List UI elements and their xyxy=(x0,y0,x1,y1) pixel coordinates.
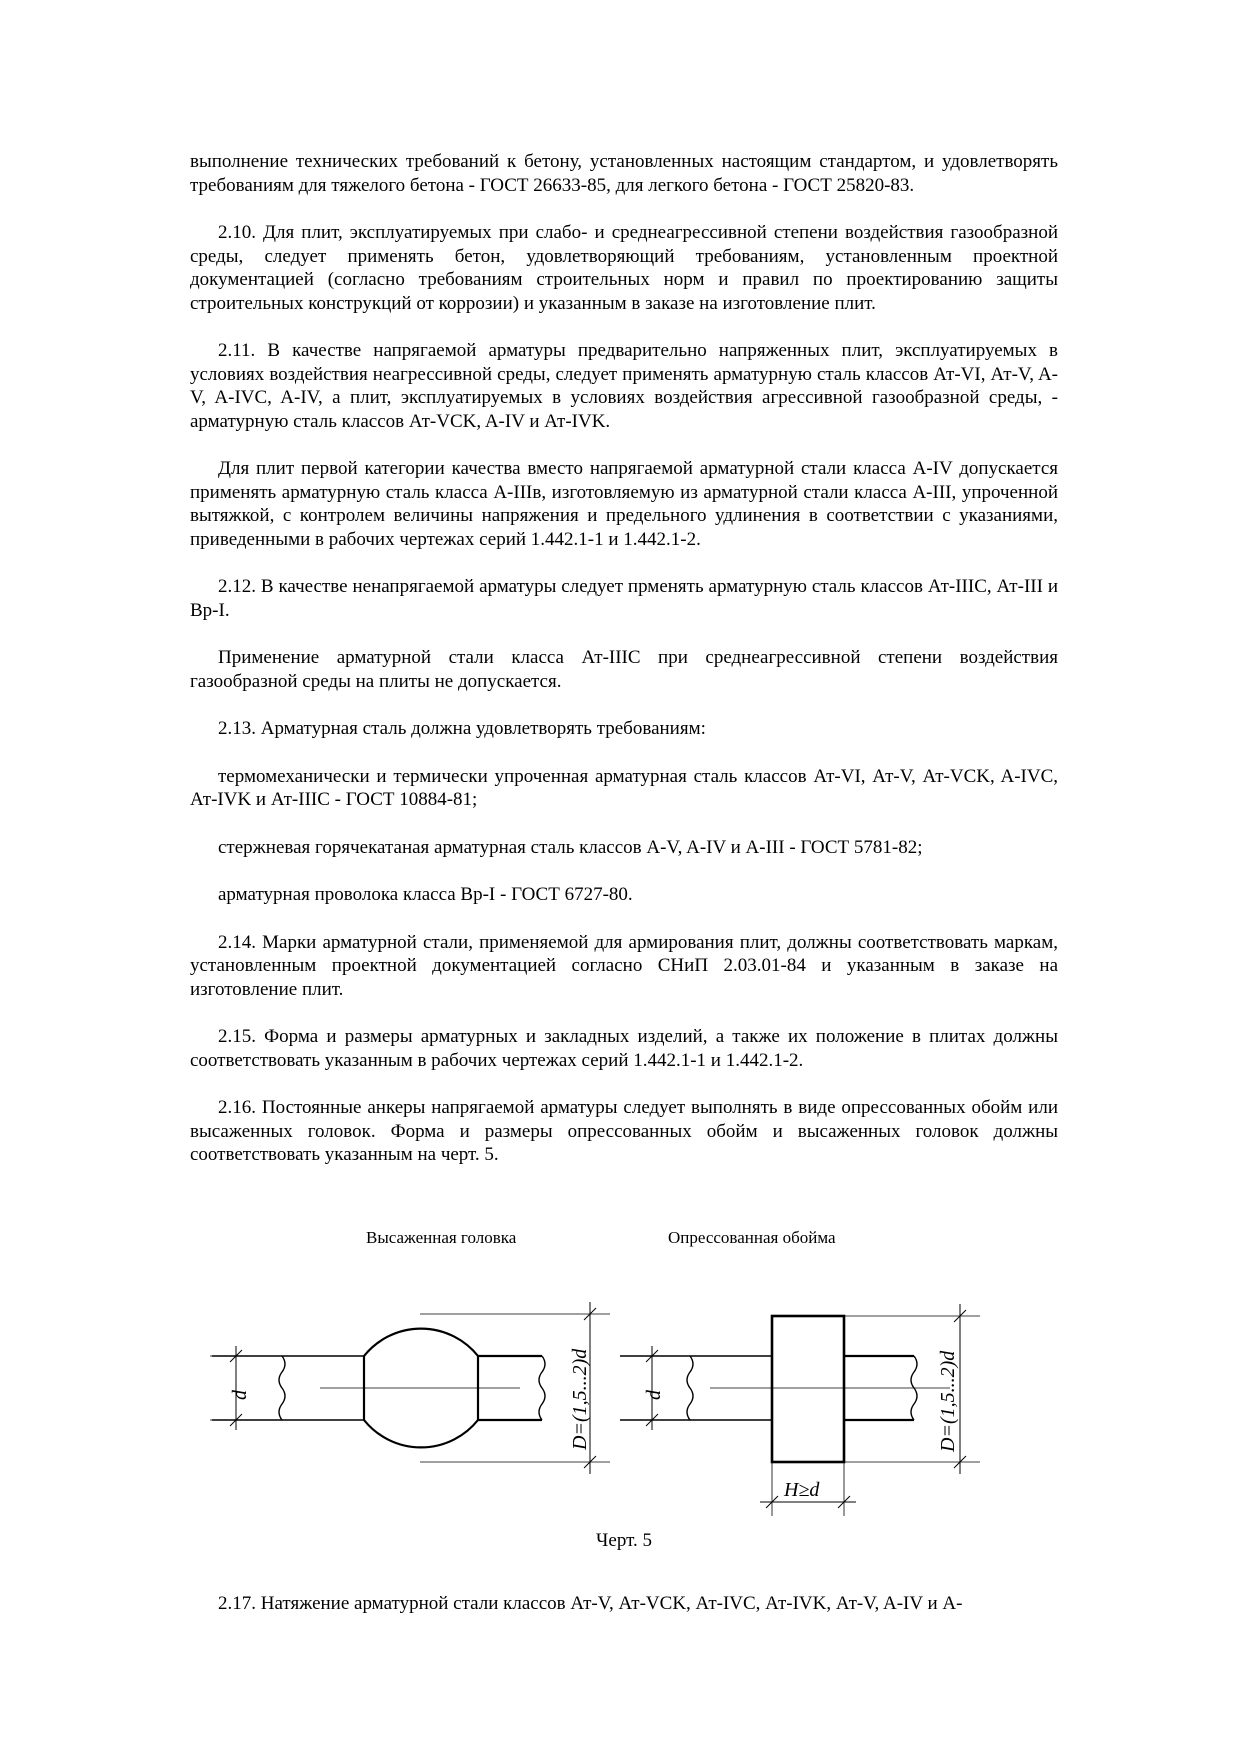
anchor-drawing xyxy=(190,1228,1058,1528)
left-dim-D-label: D=(1,5...2)d xyxy=(569,1348,591,1450)
paragraph-2-15: 2.15. Форма и размеры арматурных и закладных изделий, а также их положение в плитах должны соответствовать указанным в рабочих чертежах серий 1.442.1-1 и 1.442.1-2. xyxy=(190,1026,1058,1071)
paragraph-2-13-item-1: термомеханически и термически упроченная арматурная сталь классов Ат-VI, Ат-V, Ат-VCK, A-IVC, Ат-IVK и Ат-IIIC - ГОСТ 10884-81; xyxy=(190,765,1058,810)
paragraph-continuation: выполнение технических требований к бетону, установленных настоящим стандартом, и удовлетворять требованиям для тяжелого бетона - ГОСТ 26633-85, для легкого бетона - ГОСТ 25820-83. xyxy=(190,151,1058,196)
paragraph-2-11-note: Для плит первой категории качества вместо напрягаемой арматурной стали класса A-IV допускается применять арматурную сталь класса A-IIIв, изготовляемую из арматурной стали класса A-III, упроченной вытяжкой, с контролем величины напряжения и предельного удлинения в соответствии с указаниями, приведенными в рабочих чертежах серий 1.442.1-1 и 1.442.1-2. xyxy=(190,458,1058,550)
paragraph-2-12-note: Применение арматурной стали класса Ат-IIIC при среднеагрессивной степени воздействия газообразной среды на плиты не допускается. xyxy=(190,647,1058,692)
paragraph-2-13-item-2: стержневая горячекатаная арматурная сталь классов A-V, A-IV и A-III - ГОСТ 5781-82; xyxy=(218,836,923,858)
paragraph-2-17: 2.17. Натяжение арматурной стали классов Ат-V, Ат-VCK, Ат-IVC, Ат-IVK, Ат-V, A-IV и А- xyxy=(218,1593,963,1614)
paragraph-2-13-item-3: арматурная проволока класса Вр-I - ГОСТ 6727-80. xyxy=(218,884,633,905)
right-dim-D-label: D=(1,5...2)d xyxy=(937,1350,959,1452)
paragraph-2-16: 2.16. Постоянные анкеры напрягаемой арматуры следует выполнять в виде опрессованных обойм или высаженных головок. Форма и размеры опрессованных обойм и высаженных головок должны соответствовать указанным на черт. 5. xyxy=(190,1097,1058,1165)
paragraph-2-11: 2.11. В качестве напрягаемой арматуры предварительно напряженных плит, эксплуатируемых в условиях воздействия неагрессивной среды, следует применять арматурную сталь классов Ат-VI, Ат-V, A-V, A-IVC, A-IV, а плит, эксплуатируемых в условиях воздействия агрессивной газообразной среды, - арматурную сталь классов Ат-VCK, A-IV и Ат-IVK. xyxy=(190,340,1058,432)
paragraph-2-10: 2.10. Для плит, эксплуатируемых при слабо- и среднеагрессивной степени воздействия газообразной среды, следует применять бетон, удовлетворяющий требованиям, установленным проектной документацией (согласно требованиям строительных норм и правил по проектированию защиты строительных конструкций от коррозии) и указанным в заказе на изготовление плит. xyxy=(190,222,1058,314)
paragraph-2-12: 2.12. В качестве ненапрягаемой арматуры следует прменять арматурную сталь классов Ат-IIIC, Ат-III и Вр-I. xyxy=(190,576,1058,621)
figure-5 xyxy=(190,1228,1058,1558)
right-dim-d-label: d xyxy=(643,1390,665,1400)
figure-caption: Черт. 5 xyxy=(596,1530,652,1551)
paragraph-2-13: 2.13. Арматурная сталь должна удовлетворять требованиям: xyxy=(218,718,706,739)
figure-left-label: Высаженная головка xyxy=(366,1228,517,1247)
right-dim-H-label: H≥d xyxy=(784,1479,820,1501)
left-dim-d-label: d xyxy=(229,1390,251,1400)
paragraph-2-17-container xyxy=(190,1592,1058,1640)
document-body xyxy=(190,150,1058,1191)
figure-right-label: Опрессованная обойма xyxy=(668,1228,836,1247)
paragraph-2-14: 2.14. Марки арматурной стали, применяемой для армирования плит, должны соответствовать маркам, установленным проектной документацией согласно СНиП 2.03.01-84 и указанным в заказе на изготовление плит. xyxy=(190,931,1058,1000)
upset-head-drawing xyxy=(210,1302,610,1474)
